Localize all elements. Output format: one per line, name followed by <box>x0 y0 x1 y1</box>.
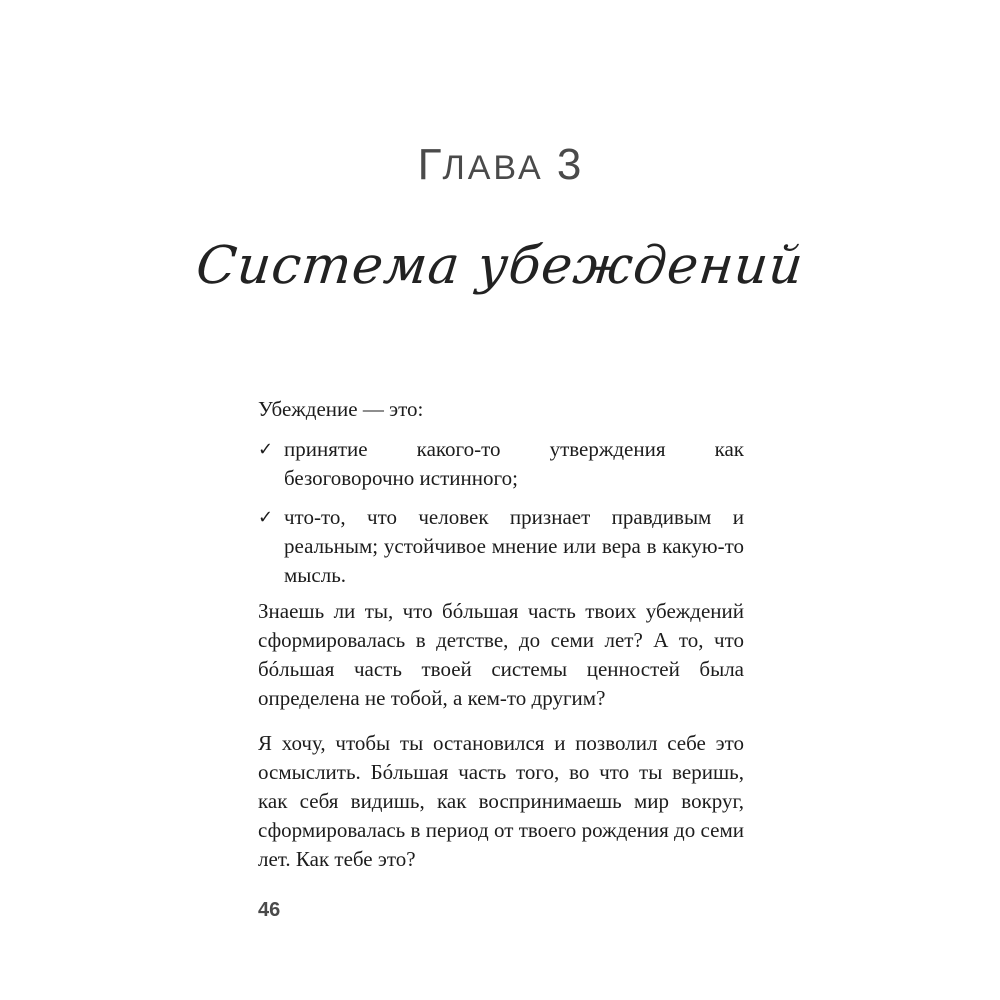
paragraph: Я хочу, чтобы ты остановился и позволил себе это осмыслить. Бóльшая часть того, во что ты веришь, как себя видишь, как воспринимаешь мир вокруг, сформировалась в период от твоего рождения до семи лет. Как тебе это? <box>258 731 744 871</box>
chapter-label-initial: Г <box>417 140 443 189</box>
definition-list <box>258 435 744 600</box>
chapter-title: Система убеждений <box>193 236 807 296</box>
page-number: 46 <box>258 899 281 921</box>
chapter-number: 3 <box>556 140 583 189</box>
chapter-label <box>0 140 1000 190</box>
list-item <box>258 503 744 590</box>
list-item-text: принятие какого-то утверждения как безоговорочно истинного; <box>284 437 744 490</box>
chapter-label-word: ЛАВА <box>442 149 544 187</box>
paragraph: Знаешь ли ты, что бóльшая часть твоих убеждений сформировалась в детстве, до семи лет? А то, что бóльшая часть твоей системы ценностей была определена не тобой, а кем-то другим? <box>258 599 744 710</box>
list-item-text: что-то, что человек признает правдивым и реальным; устойчивое мнение или вера в какую-то мысль. <box>284 505 744 587</box>
check-icon: ✓ <box>258 507 274 528</box>
intro-text: Убеждение — это: <box>258 397 424 421</box>
list-item <box>258 435 744 493</box>
check-icon: ✓ <box>258 439 274 460</box>
